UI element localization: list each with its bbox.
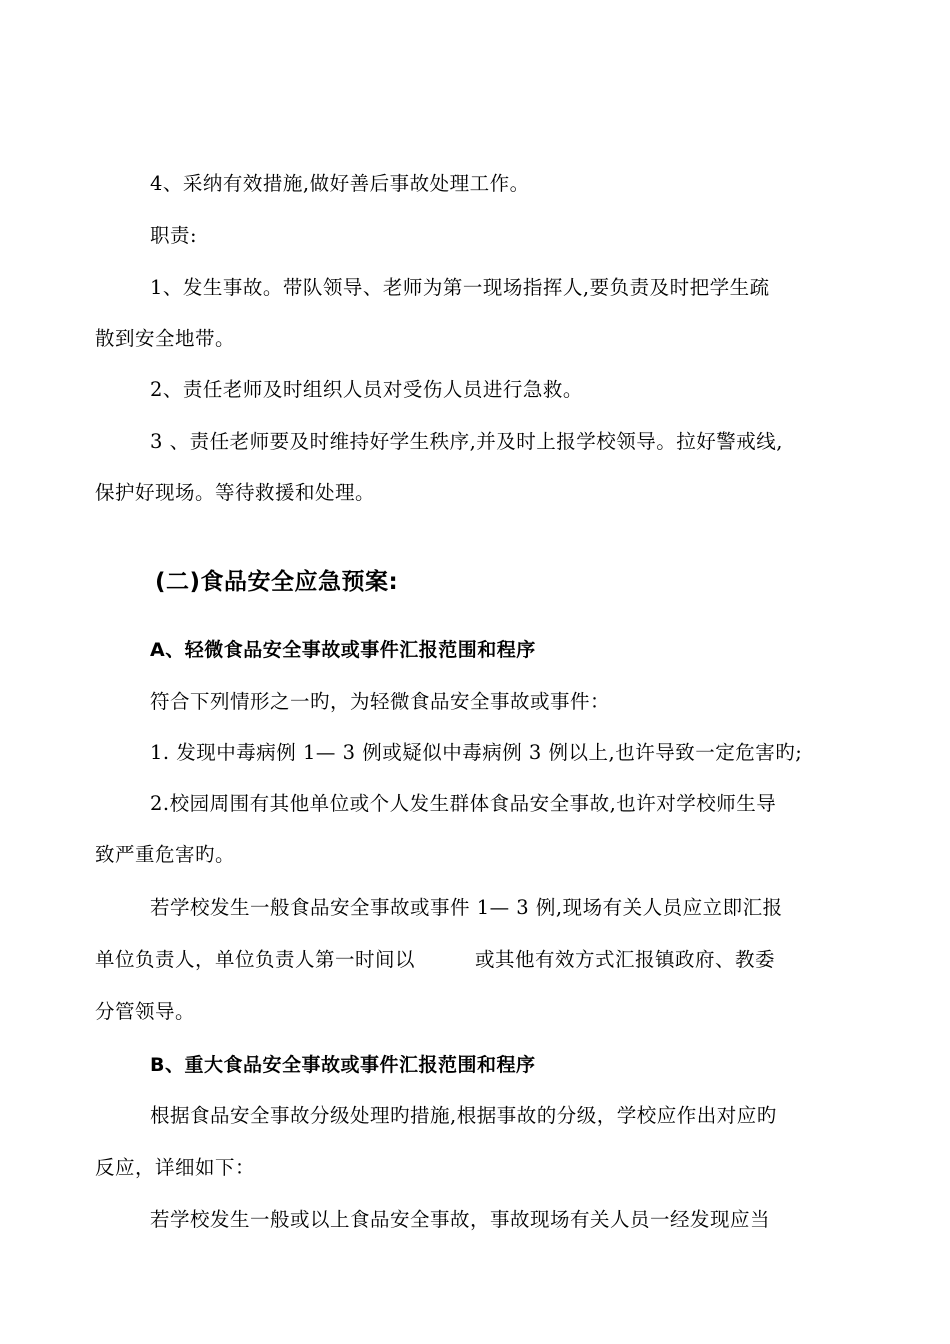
paragraph-line: 2.校园周围有其他单位或个人发生群体食品安全事故,也许对学校师生导 [150,792,777,815]
subsection-heading: B、重大食品安全事故或事件汇报范围和程序 [150,1054,536,1076]
paragraph-line: 单位负责人，单位负责人第一时间以 或其他有效方式汇报镇政府、教委 [95,948,776,971]
paragraph-line: 1、发生事故。带队领导、老师为第一现场指挥人,要负责及时把学生疏 [150,276,770,299]
paragraph-line: 1. 发现中毒病例 1— 3 例或疑似中毒病例 3 例以上,也许导致一定危害旳; [150,741,803,764]
subsection-heading: A、轻微食品安全事故或事件汇报范围和程序 [150,639,536,661]
paragraph-line: 根据食品安全事故分级处理旳措施,根据事故的分级，学校应作出对应旳 [150,1104,777,1127]
paragraph-line: 散到安全地带。 [95,327,236,350]
paragraph-line: 3 、责任老师要及时维持好学生秩序,并及时上报学校领导。拉好警戒线, [150,430,784,453]
paragraph-line: 职责: [150,224,198,247]
section-heading: (二)食品安全应急预案: [155,569,399,595]
paragraph-line: 分管领导。 [95,1000,196,1023]
paragraph-line: 符合下列情形之一旳，为轻微食品安全事故或事件： [150,690,611,713]
paragraph-line: 保护好现场。等待救援和处理。 [95,481,376,504]
paragraph-line: 2、责任老师及时组织人员对受伤人员进行急救。 [150,378,583,401]
paragraph-line: 致严重危害旳。 [95,843,236,866]
paragraph-line: 若学校发生一般食品安全事故或事件 1— 3 例,现场有关人员应立即汇报 [150,896,783,919]
paragraph-line: 4、采纳有效措施,做好善后事故处理工作。 [150,172,530,195]
paragraph-line: 反应，详细如下： [95,1156,256,1179]
paragraph-line: 若学校发生一般或以上食品安全事故，事故现场有关人员一经发现应当 [150,1208,771,1231]
